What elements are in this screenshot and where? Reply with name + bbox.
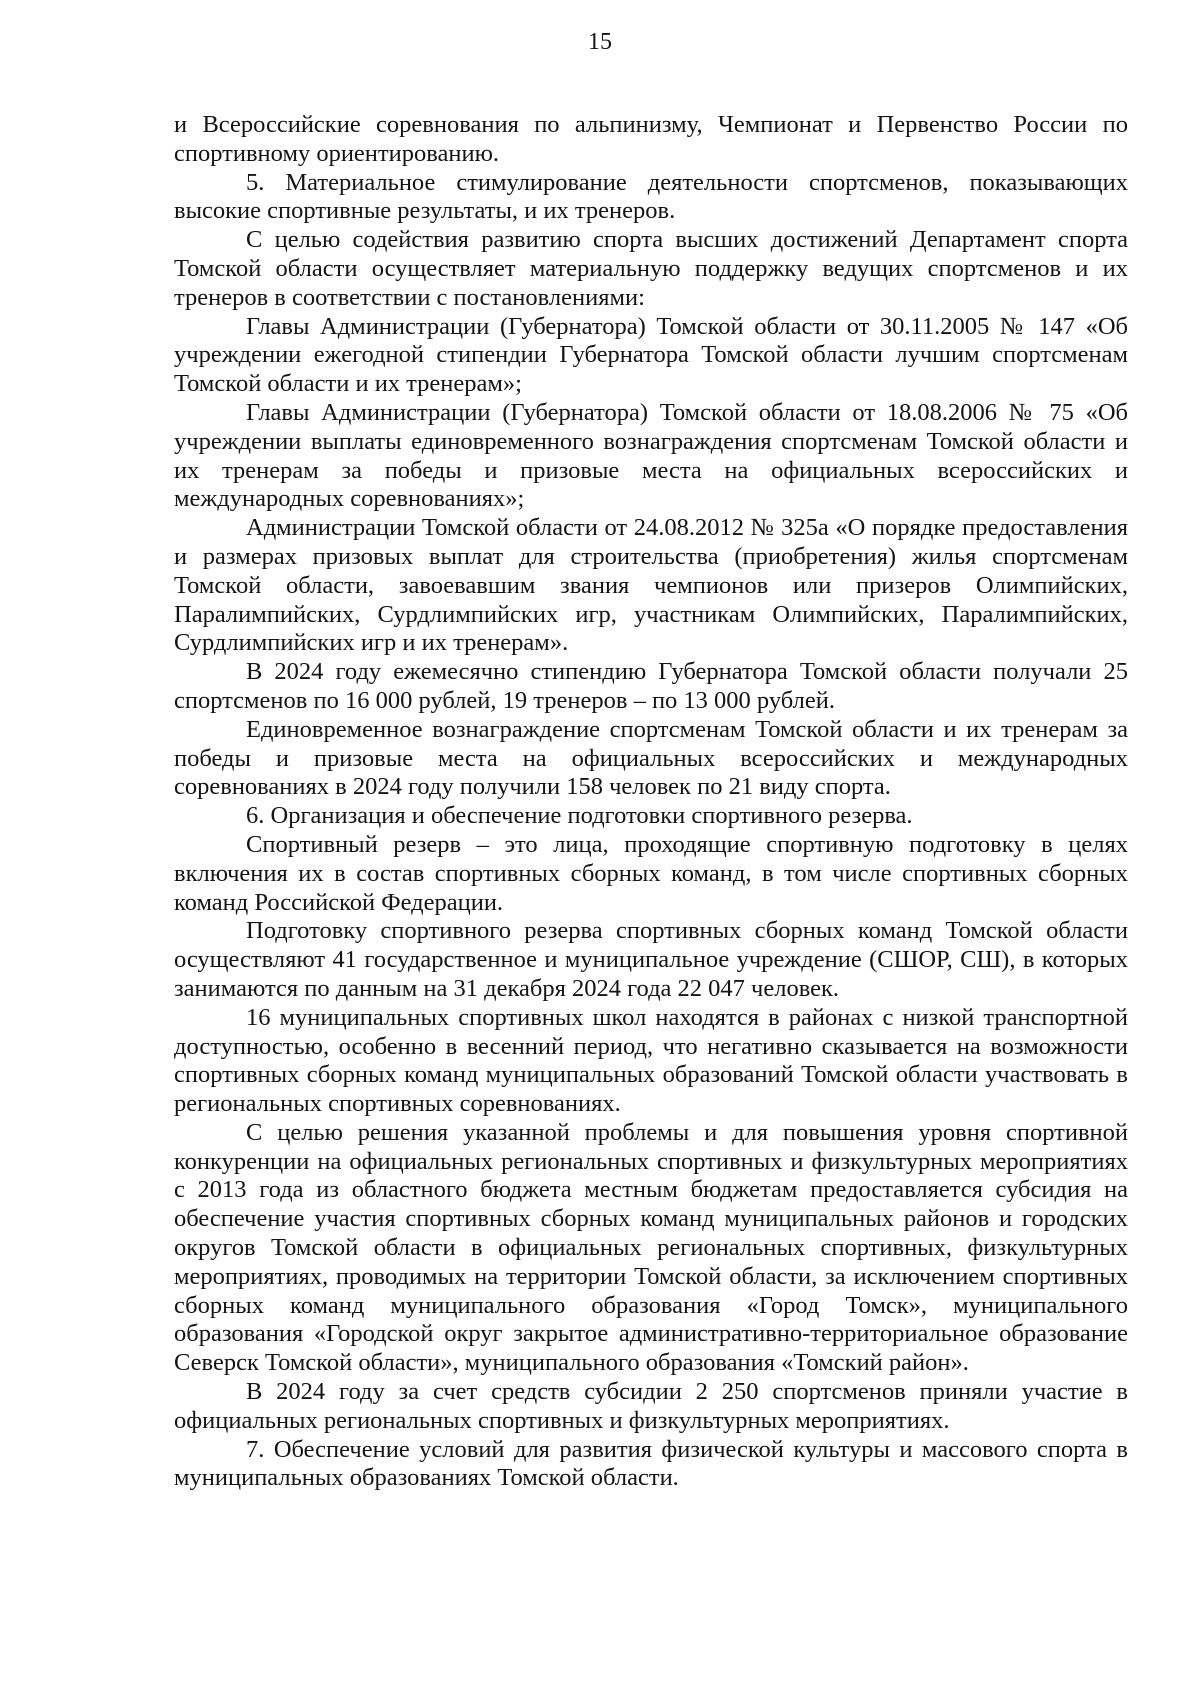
paragraph-resolution-325a: Администрации Томской области от 24.08.2012 № 325а «О порядке предоставления и размерах призовых выплат для строительства (приобретения) жилья спортсменам Томской области, завоевавшим звания чемпионов или призеров Олимпийских, Паралимпийских, Сурдлимпийских игр, участникам Олимпийских, Паралимпийских, Сурдлимпийских игр и их тренерам».: [174, 514, 1128, 657]
paragraph-support-intro: С целью содействия развитию спорта высших достижений Департамент спорта Томской области осуществляет материальную поддержку ведущих спортсменов и их тренеров в соответствии с постановлениями:: [174, 226, 1128, 311]
paragraph-subsidy: С целью решения указанной проблемы и для повышения уровня спортивной конкуренции на официальных региональных спортивных и физкультурных мероприятиях с 2013 года из областного бюджета местным бюджетам предоставляется субсидия на обеспечение участия спортивных сборных команд муниципальных районов и городских округов Томской области в официальных региональных спортивных, физкультурных мероприятиях, проводимых на территории Томской области, за исключением спортивных сборных команд муниципального образования «Город Томск», муниципального образования «Городской округ закрытое административно-территориальное образование Северск Томской области», муниципального образования «Томский район».: [174, 1118, 1128, 1377]
paragraph-resolution-147: Главы Администрации (Губернатора) Томской области от 30.11.2005 № 147 «Об учреждении ежегодной стипендии Губернатора Томской области лучшим спортсменам Томской области и их тренерам»;: [174, 312, 1128, 398]
paragraph-sport-reserve-definition: Спортивный резерв – это лица, проходящие спортивную подготовку в целях включения их в состав спортивных сборных команд, в том числе спортивных сборных команд Российской Федерации.: [174, 830, 1128, 916]
paragraph-continuation: и Всероссийские соревнования по альпинизму, Чемпионат и Первенство России по спортивному ориентированию.: [174, 111, 1128, 167]
paragraph-section-6-heading: 6. Организация и обеспечение подготовки спортивного резерва.: [246, 802, 913, 830]
paragraph-reserve-institutions: Подготовку спортивного резерва спортивных сборных команд Томской области осуществляют 41 государственное и муниципальное учреждение (СШОР, СШ), в которых занимаются по данным на 31 декабря 2024 года 22 047 человек.: [174, 917, 1128, 1002]
document-body: [174, 111, 1128, 1493]
page-number: 15: [588, 29, 612, 55]
paragraph-section-5-heading: 5. Материальное стимулирование деятельности спортсменов, показывающих высокие спортивные результаты, и их тренеров.: [174, 168, 1128, 225]
paragraph-subsidy-2024: В 2024 году за счет средств субсидии 2 250 спортсменов приняли участие в официальных региональных спортивных и физкультурных мероприятиях.: [174, 1378, 1128, 1434]
paragraph-municipal-schools: 16 муниципальных спортивных школ находятся в районах с низкой транспортной доступностью, особенно в весенний период, что негативно сказывается на возможности спортивных сборных команд муниципальных образований Томской области участвовать в региональных спортивных соревнованиях.: [174, 1003, 1128, 1118]
paragraph-one-time-reward: Единовременное вознаграждение спортсменам Томской области и их тренерам за победы и призовые места на официальных всероссийских и международных соревнованиях в 2024 году получили 158 человек по 21 виду спорта.: [174, 715, 1128, 801]
paragraph-stipend-2024: В 2024 году ежемесячно стипендию Губернатора Томской области получали 25 спортсменов по 16 000 рублей, 19 тренеров – по 13 000 рублей.: [174, 658, 1128, 714]
paragraph-resolution-75: Главы Администрации (Губернатора) Томской области от 18.08.2006 № 75 «Об учреждении выплаты единовременного вознаграждения спортсменам Томской области и их тренерам за победы и призовые места на официальных всероссийских и международных соревнованиях»;: [174, 398, 1128, 513]
paragraph-section-7-heading: 7. Обеспечение условий для развития физической культуры и массового спорта в муниципальных образованиях Томской области.: [174, 1435, 1128, 1492]
